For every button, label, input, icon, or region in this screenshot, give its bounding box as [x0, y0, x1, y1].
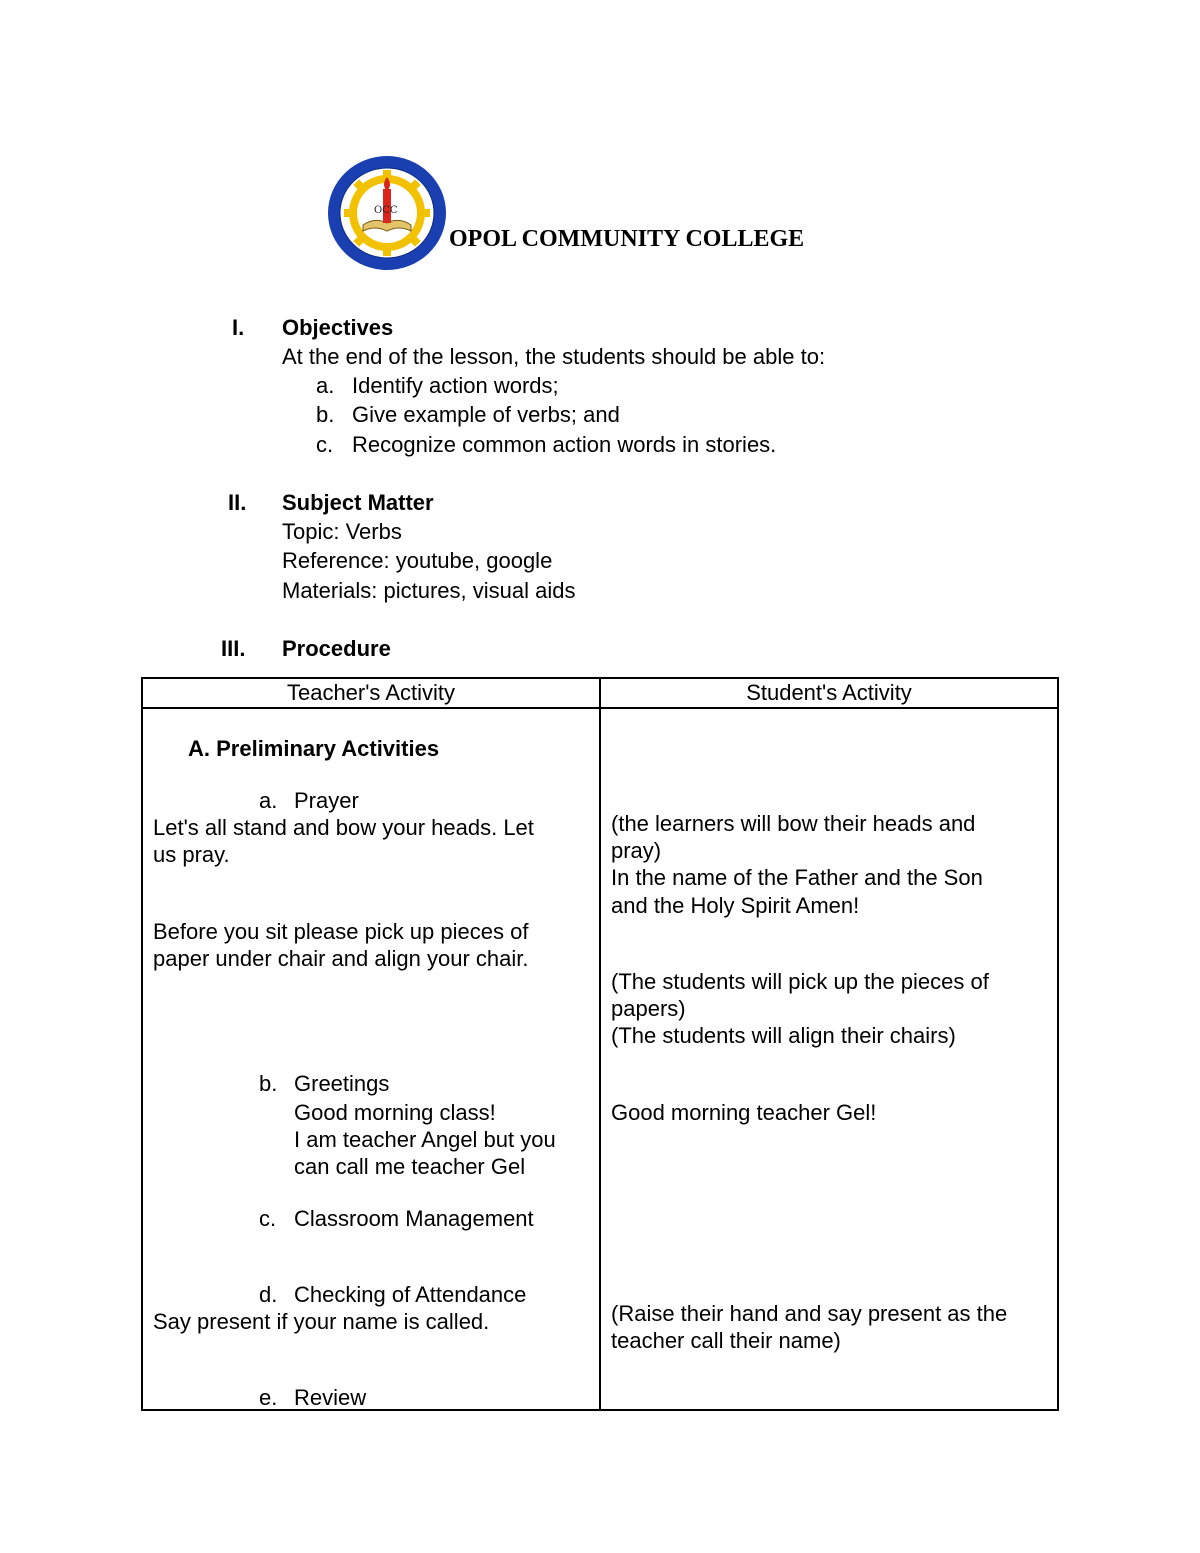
procedure-title: Procedure [282, 636, 391, 661]
attendance-instruction: Say present if your name is called. [153, 1309, 490, 1334]
attendance-title: Checking of Attendance [294, 1282, 527, 1307]
college-seal-logo [327, 155, 447, 271]
chair-instruction-line: paper under chair and align your chair. [153, 946, 529, 971]
objective-item: Recognize common action words in stories. [352, 432, 777, 457]
objective-letter: c. [316, 432, 334, 457]
student-pickup-line: (The students will align their chairs) [611, 1023, 956, 1048]
review-title: Review [294, 1385, 367, 1410]
student-prayer-line: and the Holy Spirit Amen! [611, 893, 860, 918]
objective-letter: b. [316, 402, 335, 427]
greetings-title: Greetings [294, 1071, 390, 1096]
student-attendance-line: teacher call their name) [611, 1328, 841, 1353]
prayer-instruction-line: us pray. [153, 842, 230, 867]
attendance-letter: d. [259, 1282, 278, 1307]
student-activity-header: Student's Activity [600, 678, 1058, 708]
preliminary-activities-heading: A. Preliminary Activities [188, 736, 440, 761]
college-name: OPOL COMMUNITY COLLEGE [449, 226, 805, 252]
procedure-numeral: III. [221, 636, 246, 661]
objective-item: Identify action words; [352, 373, 559, 398]
procedure-table [141, 677, 1059, 1411]
classroom-management-letter: c. [259, 1206, 277, 1231]
student-prayer-line: In the name of the Father and the Son [611, 865, 983, 890]
subject-numeral: II. [228, 490, 247, 515]
objective-letter: a. [316, 373, 335, 398]
teacher-activity-cell [142, 708, 600, 1410]
logo-lettering: OCC [374, 205, 398, 216]
teacher-activity-header: Teacher's Activity [142, 678, 600, 708]
review-letter: e. [259, 1385, 278, 1410]
prayer-title: Prayer [294, 788, 359, 813]
greetings-line: I am teacher Angel but you [294, 1127, 556, 1152]
student-prayer-line: pray) [611, 838, 662, 863]
student-activity-cell [600, 708, 1058, 1410]
objectives-numeral: I. [232, 315, 245, 340]
objective-item: Give example of verbs; and [352, 402, 620, 427]
student-prayer-line: (the learners will bow their heads and [611, 811, 976, 836]
subject-title: Subject Matter [282, 490, 434, 515]
classroom-management-title: Classroom Management [294, 1206, 534, 1231]
student-attendance-line: (Raise their hand and say present as the [611, 1301, 1008, 1326]
subject-materials: Materials: pictures, visual aids [282, 578, 576, 603]
greetings-line: can call me teacher Gel [294, 1154, 526, 1179]
subject-reference: Reference: youtube, google [282, 548, 553, 573]
prayer-instruction-line: Let's all stand and bow your heads. Let [153, 815, 534, 840]
greetings-line: Good morning class! [294, 1100, 496, 1125]
student-pickup-line: papers) [611, 996, 686, 1021]
subject-topic: Topic: Verbs [282, 519, 402, 544]
objectives-intro: At the end of the lesson, the students should be able to: [282, 344, 826, 369]
objectives-title: Objectives [282, 315, 394, 340]
student-greeting-reply: Good morning teacher Gel! [611, 1100, 877, 1125]
prayer-letter: a. [259, 788, 278, 813]
greetings-letter: b. [259, 1071, 278, 1096]
student-pickup-line: (The students will pick up the pieces of [611, 969, 989, 994]
chair-instruction-line: Before you sit please pick up pieces of [153, 919, 529, 944]
